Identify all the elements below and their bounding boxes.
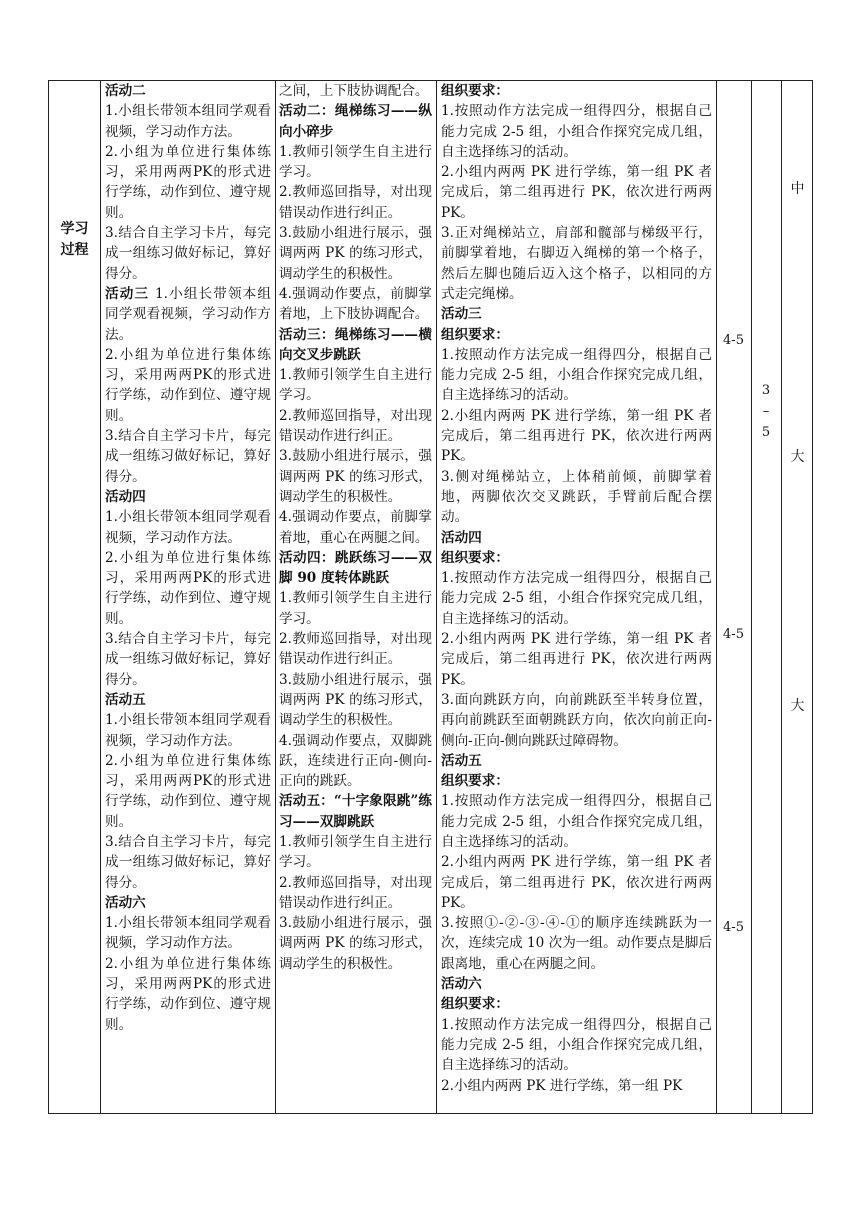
paragraph-text: 1.按照动作方法完成一组得四分，根据自己能力完成 2-5 组，小组合作探究完成几组，自主选择练习的活动。 xyxy=(441,570,712,627)
activity-heading xyxy=(441,994,712,1014)
paragraph-text: 1.教师引领学生自主进行学习。 xyxy=(279,143,432,181)
paragraph-text: 活动四 xyxy=(105,488,146,505)
paragraph-text: 组织要求： xyxy=(441,83,509,99)
paragraph-text: 组织要求： xyxy=(441,549,509,566)
paragraph-text: 3.结合自主学习卡片，每完成一组练习做好标记，算好得分。 xyxy=(105,225,271,282)
activity-heading xyxy=(441,751,712,771)
teacher-guidance-column xyxy=(279,81,432,974)
paragraph-text: 4.强调动作要点，双脚跳跃，连续进行正向-侧向-正向的跳跃。 xyxy=(279,732,432,790)
paragraph xyxy=(105,223,271,284)
lesson-table xyxy=(48,80,813,1114)
paragraph-text: 组织要求： xyxy=(441,773,509,790)
count-value: 4-5 xyxy=(723,627,744,642)
paragraph-text: 2.教师巡回指导，对出现错误动作进行纠正。 xyxy=(279,631,432,668)
paragraph xyxy=(441,467,712,528)
paragraph-text: 3.结合自主学习卡片，每完成一组练习做好标记，算好得分。 xyxy=(105,428,271,485)
duration-part: 5 xyxy=(761,425,771,440)
section-label xyxy=(49,219,100,261)
paragraph-text: 3.结合自主学习卡片，每完成一组练习做好标记，算好得分。 xyxy=(105,833,271,891)
activity-heading xyxy=(105,893,271,913)
paragraph-text: 2.小组内两两 PK 进行学练，第一组 PK 者完成后，第二组再进行 PK，依次进行两两 PK。 xyxy=(441,631,712,688)
paragraph xyxy=(441,690,712,751)
activity-heading xyxy=(105,690,271,710)
paragraph-text: 4.强调动作要点，前脚掌着地，上下肢协调配合。 xyxy=(279,285,432,323)
activity-heading xyxy=(441,771,712,791)
student-activities-column xyxy=(105,81,271,1035)
activity-heading xyxy=(279,101,432,142)
activity-heading xyxy=(105,81,271,101)
col-divider xyxy=(275,81,276,1113)
paragraph xyxy=(105,142,271,223)
paragraph-text: 2.小组为单位进行集体练习，采用两两PK的形式进行学练，动作到位、遵守规则。 xyxy=(105,549,271,627)
paragraph-text: 活动六 xyxy=(441,976,482,993)
activity-heading xyxy=(105,487,271,507)
paragraph xyxy=(441,791,712,852)
intensity-value: 大 xyxy=(790,698,805,714)
duration-part: – xyxy=(762,404,770,419)
paragraph-text: 1.教师引领学生自主进行学习。 xyxy=(279,367,432,404)
col-divider xyxy=(781,81,782,1113)
paragraph xyxy=(441,629,712,690)
paragraph-text: 1.教师引领学生自主进行学习。 xyxy=(279,590,432,627)
paragraph xyxy=(279,588,432,629)
paragraph-text: 2.小组内两两 PK 进行学练，第一组 PK xyxy=(441,1077,683,1094)
paragraph-text: 2.小组内两两 PK 进行学练，第一组 PK 者完成后，第二组再进行 PK，依次进行两两 PK。 xyxy=(441,407,712,465)
activity-heading xyxy=(279,791,432,832)
organization-requirements-column xyxy=(441,81,712,1096)
paragraph xyxy=(441,1015,712,1076)
paragraph-text: 1.小组长带领本组同学观看视频，学习动作方法。 xyxy=(105,509,271,546)
paragraph xyxy=(279,446,432,507)
paragraph xyxy=(279,913,432,974)
paragraph xyxy=(105,710,271,751)
paragraph xyxy=(441,913,712,974)
paragraph-text: 1.按照动作方法完成一组得四分，根据自己能力完成 2-5 组，小组合作探究完成几组，自主选择练习的活动。 xyxy=(441,1016,712,1074)
activity-heading xyxy=(105,284,271,345)
paragraph-text: 2.小组为单位进行集体练习，采用两两PK的形式进行学练，动作到位、遵守规则。 xyxy=(105,955,271,1033)
intensity-value: 中 xyxy=(790,181,805,197)
paragraph-text: 活动四：跳跃练习——双脚 90 度转体跳跃 xyxy=(279,549,432,587)
paragraph-text: 1.小组长带领本组同学观看视频，学习动作方法。 xyxy=(105,285,271,343)
count-value: 4-5 xyxy=(723,333,744,348)
paragraph-text: 1.小组长带领本组同学观看视频，学习动作方法。 xyxy=(105,103,271,140)
paragraph-text: 活动三：绳梯练习——横向交叉步跳跃 xyxy=(279,326,432,363)
intensity-value: 大 xyxy=(790,449,805,465)
duration-part: 3 xyxy=(761,383,771,398)
activity-heading xyxy=(441,304,712,324)
paragraph xyxy=(279,670,432,731)
paragraph xyxy=(441,345,712,406)
col-divider xyxy=(436,81,437,1113)
paragraph-text: 1.小组长带领本组同学观看视频，学习动作方法。 xyxy=(105,915,271,952)
duration-value xyxy=(751,380,781,443)
paragraph xyxy=(279,731,432,792)
paragraph-text: 3.结合自主学习卡片，每完成一组练习做好标记，算好得分。 xyxy=(105,631,271,688)
paragraph xyxy=(105,832,271,893)
paragraph-text: 活动五：“十字象限跳”练习——双脚跳跃 xyxy=(279,793,432,830)
paragraph-text: 2.小组内两两 PK 进行学练，第一组 PK 者完成后，第二组再进行 PK，依次进行两两 PK。 xyxy=(441,164,712,221)
paragraph-text: 4.强调动作要点，前脚掌着地，重心在两腿之间。 xyxy=(279,509,432,546)
paragraph-text: 2.小组为单位进行集体练习，采用两两PK的形式进行学练，动作到位、遵守规则。 xyxy=(105,143,271,221)
paragraph xyxy=(441,162,712,223)
paragraph xyxy=(279,223,432,284)
paragraph xyxy=(105,954,271,1035)
col-divider xyxy=(716,81,717,1113)
activity-heading xyxy=(441,325,712,345)
paragraph-text: 1.按照动作方法完成一组得四分，根据自己能力完成 2-5 组，小组合作探究完成几组，自主选择练习的活动。 xyxy=(441,346,712,404)
paragraph-text: 3.鼓励小组进行展示，强调两两 PK 的练习形式，调动学生的积极性。 xyxy=(279,225,432,282)
paragraph-text: 2.教师巡回指导，对出现错误动作进行纠正。 xyxy=(279,184,432,221)
paragraph xyxy=(105,913,271,954)
paragraph-text: 1.小组长带领本组同学观看视频，学习动作方法。 xyxy=(105,712,271,749)
paragraph-text: 3.鼓励小组进行展示，强调两两 PK 的练习形式，调动学生的积极性。 xyxy=(279,915,432,972)
col-divider xyxy=(751,81,752,1113)
paragraph xyxy=(279,507,432,548)
activity-heading xyxy=(441,974,712,994)
activity-heading xyxy=(441,528,712,548)
paragraph xyxy=(105,548,271,629)
paragraph-text: 3.按照①-②-③-④-①的顺序连续跳跃为一次，连续完成 10 次为一组。动作要点是脚后跟离地，重心在两腿之间。 xyxy=(441,915,712,972)
paragraph-text: 之间，上下肢协调配合。 xyxy=(279,83,429,99)
paragraph xyxy=(105,629,271,690)
paragraph xyxy=(279,365,432,406)
paragraph-text: 3.面向跳跃方向，向前跳跃至半转身位置，再向前跳跃至面朝跳跃方向，依次向前正向-侧向-正向-侧向跳跃过障碍物。 xyxy=(441,691,712,749)
paragraph-text: 组织要求： xyxy=(441,326,509,343)
paragraph xyxy=(279,406,432,447)
paragraph xyxy=(441,1076,712,1096)
paragraph-text: 1.按照动作方法完成一组得四分，根据自己能力完成 2-5 组，小组合作探究完成几组，自主选择练习的活动。 xyxy=(441,103,712,160)
paragraph xyxy=(441,223,712,304)
paragraph-text: 2.教师巡回指导，对出现错误动作进行纠正。 xyxy=(279,874,432,911)
section-label-line: 过程 xyxy=(60,242,89,258)
paragraph-text: 活动六 xyxy=(105,894,146,911)
paragraph xyxy=(279,629,432,670)
paragraph-text: 3.鼓励小组进行展示，强调两两 PK 的练习形式，调动学生的积极性。 xyxy=(279,448,432,505)
paragraph-text: 活动三 xyxy=(105,285,156,302)
activity-heading xyxy=(279,325,432,366)
paragraph-text: 3.鼓励小组进行展示，强调两两 PK 的练习形式，调动学生的积极性。 xyxy=(279,671,432,729)
col-divider xyxy=(100,81,101,1113)
paragraph xyxy=(279,142,432,183)
paragraph-text: 2.小组为单位进行集体练习，采用两两PK的形式进行学练，动作到位、遵守规则。 xyxy=(105,752,271,830)
paragraph xyxy=(105,345,271,426)
paragraph-text: 活动五 xyxy=(105,691,146,708)
paragraph-text: 活动二 xyxy=(105,83,146,99)
paragraph xyxy=(105,507,271,548)
paragraph xyxy=(105,426,271,487)
paragraph xyxy=(441,101,712,162)
paragraph-text: 2.小组内两两 PK 进行学练，第一组 PK 者完成后，第二组再进行 PK，依次进行两两 PK。 xyxy=(441,854,712,911)
paragraph-text: 3.侧对绳梯站立，上体稍前倾，前脚掌着地，两脚依次交叉跳跃，手臂前后配合摆动。 xyxy=(441,468,712,526)
section-label-line: 学习 xyxy=(60,221,89,237)
paragraph xyxy=(279,873,432,914)
paragraph xyxy=(105,101,271,142)
paragraph xyxy=(279,182,432,223)
activity-heading xyxy=(441,548,712,568)
paragraph-text: 2.教师巡回指导，对出现错误动作进行纠正。 xyxy=(279,407,432,445)
paragraph-text: 1.教师引领学生自主进行学习。 xyxy=(279,833,432,871)
paragraph xyxy=(279,832,432,873)
paragraph-text: 活动二：绳梯练习——纵向小碎步 xyxy=(279,103,432,140)
activity-heading xyxy=(279,548,432,589)
activity-heading xyxy=(441,81,712,101)
paragraph xyxy=(441,852,712,913)
paragraph xyxy=(441,568,712,629)
paragraph-text: 3.正对绳梯站立，肩部和髋部与梯级平行，前脚掌着地，右脚迈入绳梯的第一个格子，然后左脚也随后迈入这个格子，以相同的方式走完绳梯。 xyxy=(441,225,712,302)
count-value: 4-5 xyxy=(723,920,744,935)
paragraph-text: 组织要求： xyxy=(441,996,509,1013)
paragraph xyxy=(279,81,432,101)
paragraph xyxy=(279,284,432,325)
paragraph-text: 活动三 xyxy=(441,306,482,323)
paragraph xyxy=(105,751,271,832)
paragraph xyxy=(441,406,712,467)
paragraph-text: 1.按照动作方法完成一组得四分，根据自己能力完成 2-5 组，小组合作探究完成几组，自主选择练习的活动。 xyxy=(441,793,712,850)
paragraph-text: 活动五 xyxy=(441,752,482,769)
paragraph-text: 活动四 xyxy=(441,529,482,546)
paragraph-text: 2.小组为单位进行集体练习，采用两两PK的形式进行学练，动作到位、遵守规则。 xyxy=(105,346,271,424)
